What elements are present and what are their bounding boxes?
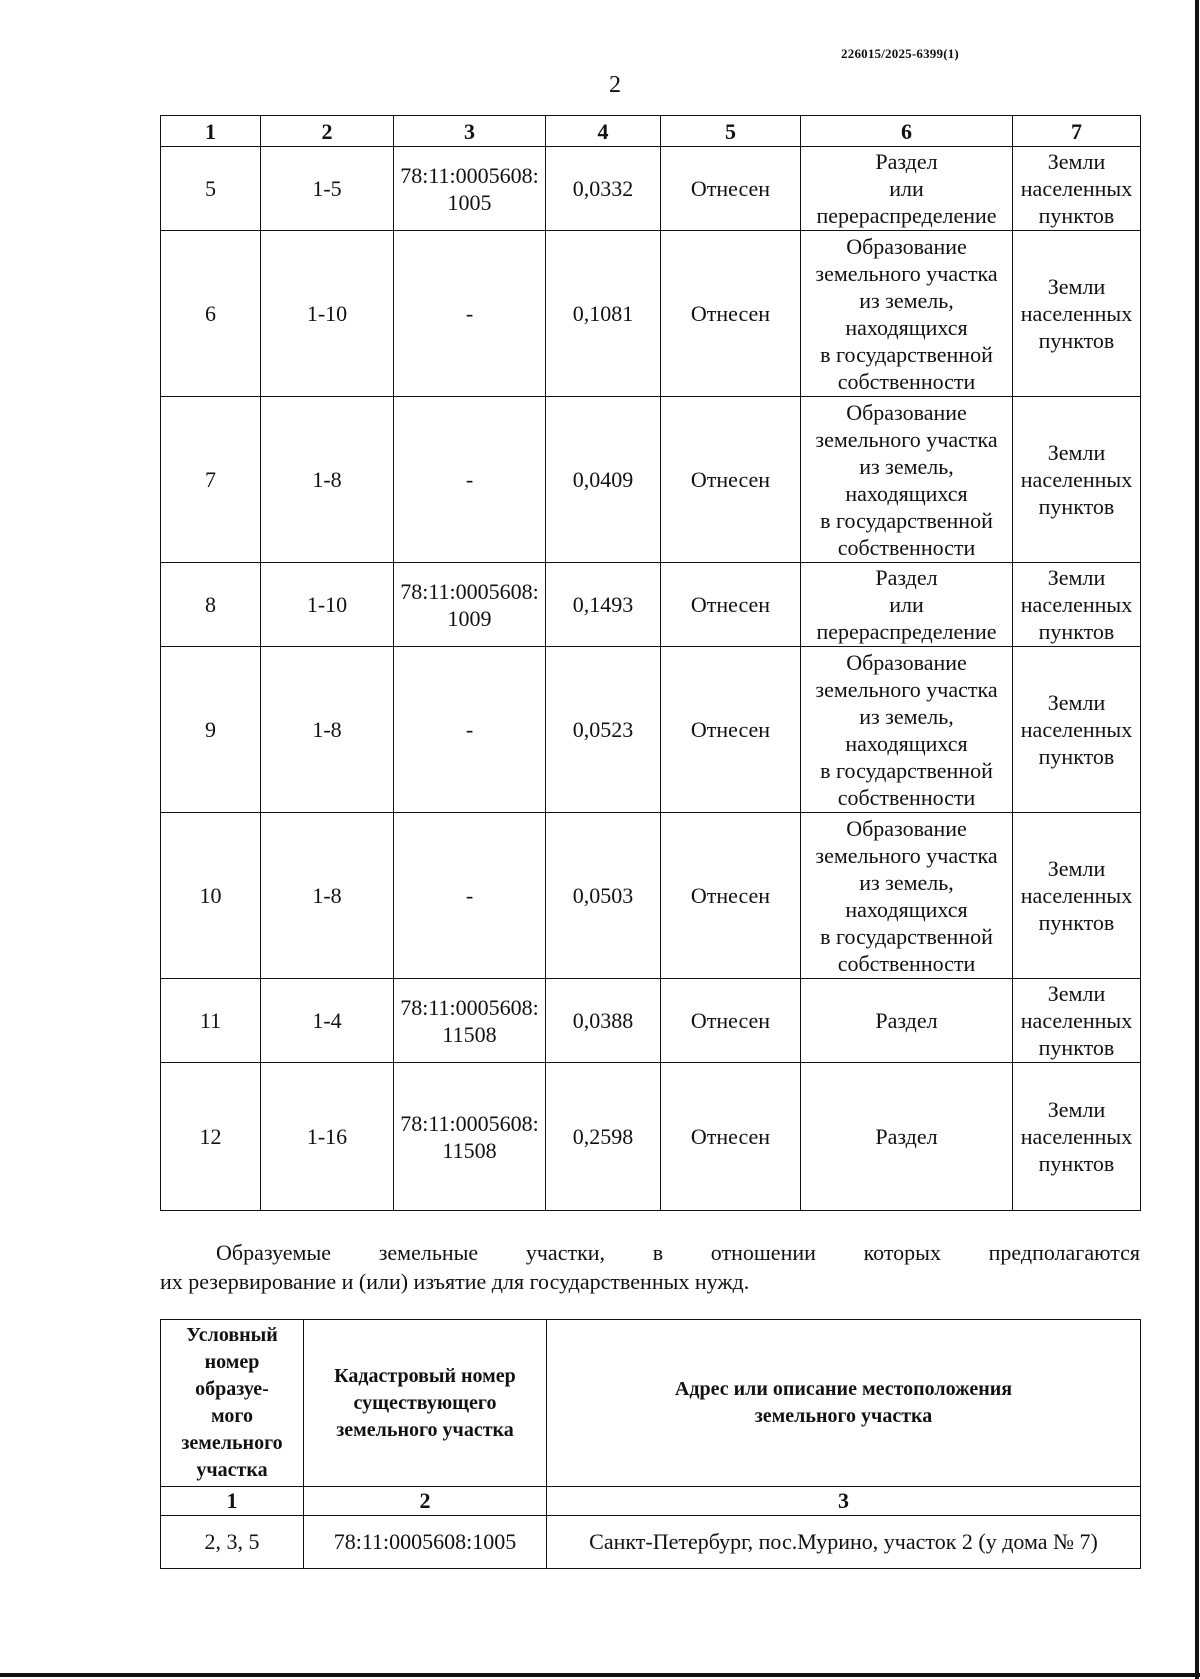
status: Отнесен [661,563,801,647]
paragraph-word: Образуемые [216,1240,332,1265]
formation-method-line: Образование [846,815,967,841]
formation-method-line: из земель, [859,869,954,895]
formation-method-line: перераспределение [816,203,997,228]
cadastral-number [394,813,546,979]
formation-method-line: находящихся [845,730,968,756]
column-number-row [161,116,1141,147]
status: Отнесен [661,1063,801,1211]
land-category-line: Земли [1047,565,1106,590]
cadastral-number-line: 78:11:0005608: [400,994,539,1020]
row-number: 8 [161,563,261,647]
plot-numbers: 2, 3, 5 [161,1516,304,1569]
cadastral-number-line: 78:11:0005608: [400,1110,539,1136]
status: Отнесен [661,979,801,1063]
land-category-line: пунктов [1038,910,1115,935]
formation-method [801,563,1013,647]
header-line: земельного участка [754,1405,933,1427]
formation-method-line: Образование [846,233,967,259]
cadastral-number-line: - [465,717,474,742]
formation-method-line: находящихся [845,480,968,506]
cadastral-number [394,147,546,231]
land-category-line: пунктов [1038,1035,1115,1060]
land-category-line: населенных [1020,592,1133,617]
column-number: 7 [1013,116,1141,147]
land-category-line: Земли [1047,981,1106,1006]
paragraph-word: которых [863,1240,941,1265]
formation-method [801,813,1013,979]
formation-method [801,1063,1013,1211]
cadastral-number [394,563,546,647]
cadastral-number [394,979,546,1063]
header-line: Адрес или описание местоположения [674,1378,1013,1400]
land-category-line: пунктов [1038,328,1115,353]
paragraph-line-2: их резервирование и (или) изъятие для государственных нужд. [160,1269,750,1294]
formation-method-line: собственности [837,368,976,394]
column-number: 5 [661,116,801,147]
formation-method-line: собственности [837,784,976,810]
paragraph-word: участки, [525,1240,606,1265]
row-number: 10 [161,813,261,979]
area: 0,0523 [546,647,661,813]
row-number: 6 [161,231,261,397]
land-category-line: населенных [1020,1124,1133,1149]
column-number: 1 [161,116,261,147]
column-number: 1 [161,1487,304,1516]
land-plots-table [160,115,1141,1211]
land-category-line: пунктов [1038,494,1115,519]
table-row [161,813,1141,979]
reservation-header-row [161,1320,1141,1487]
formation-method-line: из земель, [859,453,954,479]
page-bottom-edge [0,1673,1200,1677]
paragraph-word: земельные [378,1240,479,1265]
cadastral-number-line: 11508 [442,1137,497,1163]
cadastral-number [394,231,546,397]
header-line: участка [196,1459,268,1481]
land-category-line: пунктов [1038,619,1115,644]
header-line: образуе- [195,1378,269,1400]
header-line: Условный [186,1324,278,1346]
header-line: мого [211,1405,253,1427]
land-category-line: Земли [1047,149,1106,174]
column-number: 3 [547,1487,1141,1516]
land-category [1013,1063,1141,1211]
document-number: 226015/2025-6399(1) [841,46,959,61]
header-line: номер [204,1351,260,1373]
reservation-column-number-row [161,1487,1141,1516]
table-row [161,231,1141,397]
intro-paragraph [160,1238,1140,1296]
header-cadastral-number [304,1320,547,1487]
formation-method-line: Образование [846,399,967,425]
land-category-line: населенных [1020,301,1133,326]
header-address [547,1320,1141,1487]
area: 0,2598 [546,1063,661,1211]
cadastral-number-line: - [465,301,474,326]
land-category-line: пунктов [1038,744,1115,769]
formation-method-line: Раздел [875,1008,938,1033]
cadastral-number-line: 1009 [447,605,492,631]
header-line: существующего [353,1391,497,1414]
formation-method-line: собственности [837,534,976,560]
formation-method-line: Образование [846,649,967,675]
land-category-line: Земли [1047,690,1106,715]
paragraph-word: отношении [710,1240,816,1265]
paragraph-word: в [652,1240,664,1265]
formation-method-line: перераспределение [816,619,997,644]
land-category [1013,813,1141,979]
status: Отнесен [661,647,801,813]
status: Отнесен [661,397,801,563]
column-number: 3 [394,116,546,147]
row-number: 9 [161,647,261,813]
formation-method-line: в государственной [820,341,993,367]
table-row [161,397,1141,563]
header-line: земельного [181,1432,283,1454]
formation-method-line: в государственной [820,507,993,533]
land-category [1013,979,1141,1063]
area: 0,1081 [546,231,661,397]
column-number: 6 [801,116,1013,147]
plot-number: 1-10 [261,563,394,647]
cadastral-number [394,647,546,813]
page-number: 2 [609,72,621,98]
land-category [1013,231,1141,397]
land-category-line: населенных [1020,176,1133,201]
formation-method-line: в государственной [820,757,993,783]
land-category-line: населенных [1020,467,1133,492]
land-category-line: Земли [1047,440,1106,465]
table-row [161,647,1141,813]
formation-method-line: земельного участка [815,260,998,286]
area: 0,0409 [546,397,661,563]
cadastral-number [394,1063,546,1211]
land-category-line: населенных [1020,883,1133,908]
land-category-line: населенных [1020,717,1133,742]
formation-method-line: Раздел [875,1124,938,1149]
land-category-line: Земли [1047,274,1106,299]
column-number: 2 [304,1487,547,1516]
table-row [161,1516,1141,1569]
header-conditional-number [161,1320,304,1487]
status: Отнесен [661,231,801,397]
area: 0,0332 [546,147,661,231]
header-line: земельного участка [336,1418,514,1441]
formation-method [801,979,1013,1063]
plot-number: 1-8 [261,647,394,813]
cadastral-number-line: 1005 [447,189,492,215]
plot-number: 1-5 [261,147,394,231]
cadastral-number [394,397,546,563]
land-category [1013,563,1141,647]
column-number: 4 [546,116,661,147]
status: Отнесен [661,813,801,979]
formation-method-line: или [889,592,924,617]
column-number: 2 [261,116,394,147]
cadastral-number-line: 78:11:0005608: [400,162,539,188]
land-category [1013,147,1141,231]
paragraph-word: предполагаются [988,1240,1140,1265]
land-category-line: пунктов [1038,1151,1115,1176]
plot-number: 1-8 [261,397,394,563]
page-right-edge [1195,0,1199,1679]
formation-method-line: в государственной [820,923,993,949]
formation-method-line: из земель, [859,703,954,729]
table-row [161,1063,1141,1211]
land-category-line: Земли [1047,856,1106,881]
plot-number: 1-10 [261,231,394,397]
table-row [161,979,1141,1063]
formation-method [801,647,1013,813]
formation-method-line: находящихся [845,896,968,922]
row-number: 12 [161,1063,261,1211]
formation-method [801,397,1013,563]
land-category-line: пунктов [1038,203,1115,228]
land-category [1013,397,1141,563]
land-category-line: Земли [1047,1097,1106,1122]
row-number: 7 [161,397,261,563]
cadastral-number-line: 11508 [442,1021,497,1047]
plot-number: 1-4 [261,979,394,1063]
formation-method-line: находящихся [845,314,968,340]
land-category-line: населенных [1020,1008,1133,1033]
formation-method-line: из земель, [859,287,954,313]
cadastral-number-line: 78:11:0005608: [400,578,539,604]
formation-method-line: собственности [837,950,976,976]
cadastral-number: 78:11:0005608:1005 [304,1516,547,1569]
formation-method-line: или [889,176,924,201]
formation-method [801,231,1013,397]
cadastral-number-line: - [465,467,474,492]
reservation-table [160,1319,1141,1569]
formation-method-line: Раздел [875,565,938,590]
area: 0,0503 [546,813,661,979]
formation-method-line: земельного участка [815,676,998,702]
land-category [1013,647,1141,813]
plot-number: 1-16 [261,1063,394,1211]
formation-method-line: земельного участка [815,842,998,868]
table-row [161,147,1141,231]
area: 0,0388 [546,979,661,1063]
land-plots-table-body [161,147,1141,1211]
formation-method-line: земельного участка [815,426,998,452]
header-line: Кадастровый номер [334,1364,516,1387]
status: Отнесен [661,147,801,231]
formation-method [801,147,1013,231]
area: 0,1493 [546,563,661,647]
cadastral-number-line: - [465,883,474,908]
paragraph-line-1 [160,1238,1140,1267]
row-number: 5 [161,147,261,231]
formation-method-line: Раздел [875,149,938,174]
plot-number: 1-8 [261,813,394,979]
table-row [161,563,1141,647]
row-number: 11 [161,979,261,1063]
plot-address: Санкт-Петербург, пос.Мурино, участок 2 (у дома № 7) [547,1516,1141,1569]
